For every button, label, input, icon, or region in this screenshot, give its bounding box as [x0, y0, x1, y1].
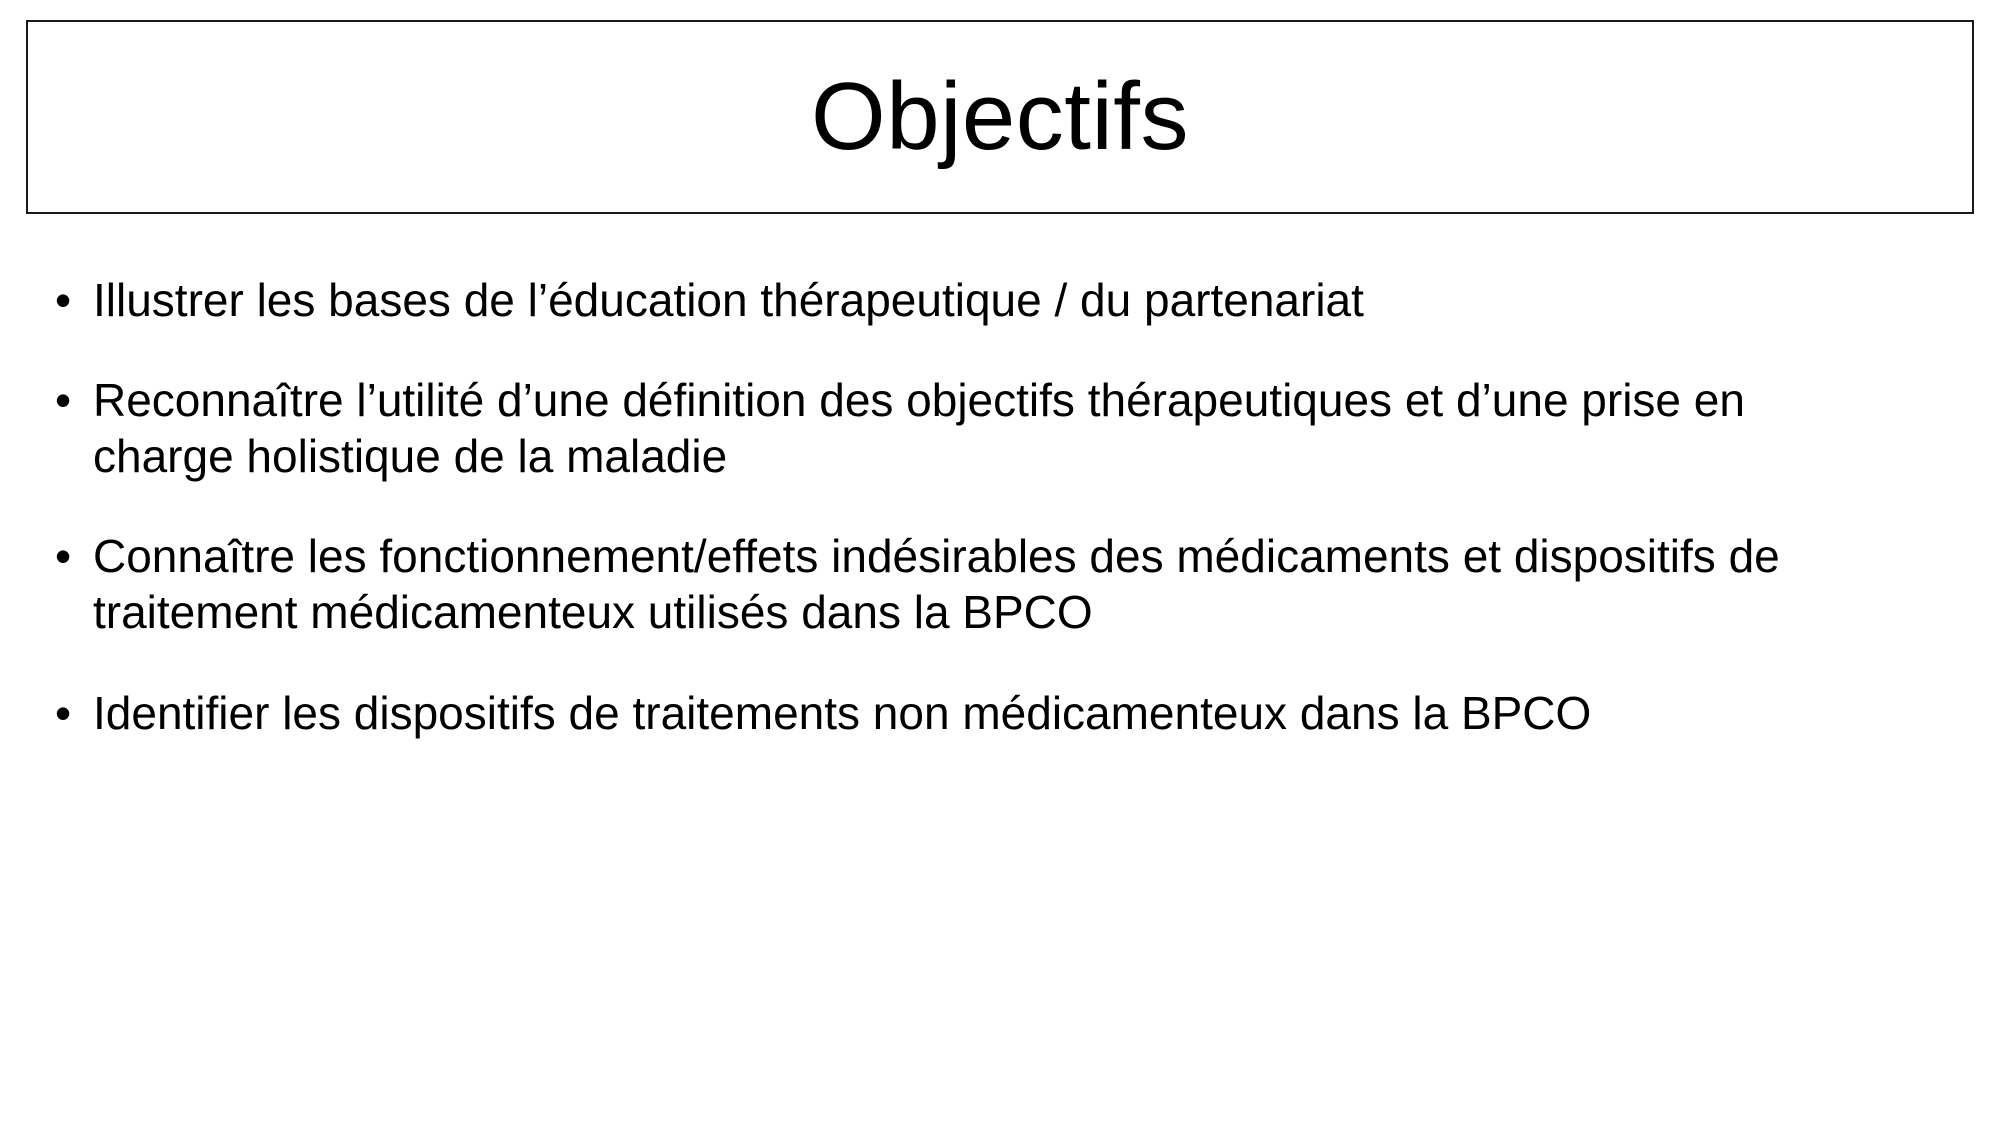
list-item	[55, 372, 1955, 484]
bullet-icon: •	[55, 374, 72, 427]
bullet-icon: •	[55, 530, 72, 583]
list-item-text: Reconnaître l’utilité d’une définition des objectifs thérapeutiques et d’une prise en charge holistique de la maladie	[93, 374, 1745, 483]
bullet-icon: •	[55, 274, 72, 326]
bullet-icon: •	[55, 686, 72, 739]
list-item-text: Connaître les fonctionnement/effets indésirables des médicaments et dispositifs de traitement médicamenteux utilisés dans la BPCO	[93, 530, 1780, 639]
list-item	[55, 528, 1955, 640]
slide-title-box	[26, 20, 1974, 214]
list-item	[55, 685, 1955, 741]
list-item-text: Illustrer les bases de l’éducation thérapeutique / du partenariat	[93, 274, 1364, 326]
list-item	[55, 272, 1955, 328]
list-item-text: Identifier les dispositifs de traitements non médicamenteux dans la BPCO	[93, 686, 1592, 739]
page-title: Objectifs	[811, 62, 1189, 170]
slide-body	[55, 272, 1955, 741]
